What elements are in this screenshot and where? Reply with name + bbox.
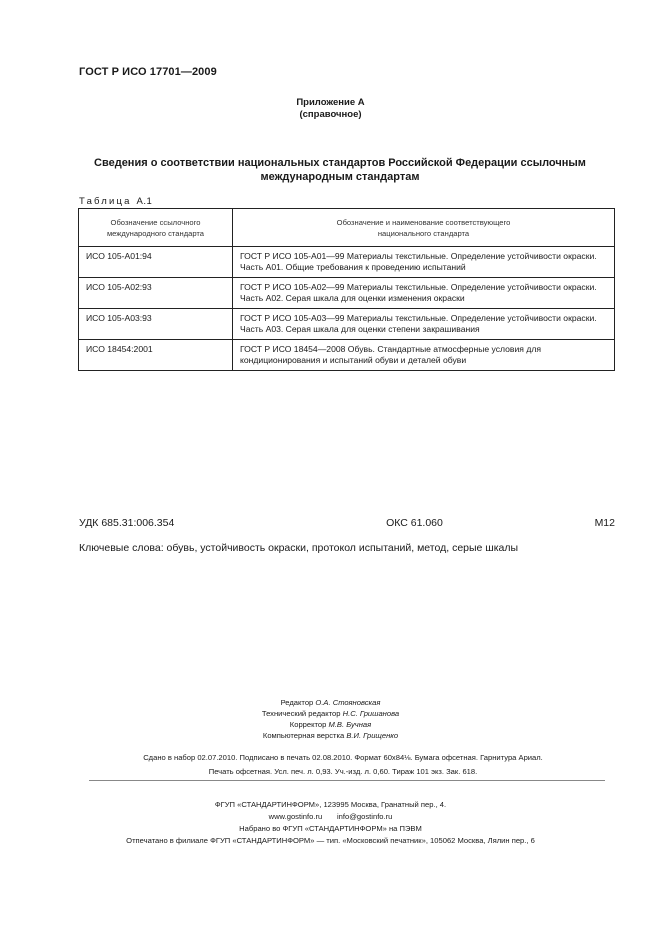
corrector-line <box>0 719 661 730</box>
oks-code: ОКС 61.060 <box>386 517 443 529</box>
editor-line <box>0 697 661 708</box>
international-standard-cell: ИСО 18454:2001 <box>79 340 233 371</box>
annex-subtitle: (справочное) <box>299 109 362 120</box>
table-row <box>79 247 615 278</box>
typeset-note: Набрано во ФГУП «СТАНДАРТИНФОРМ» на ПЭВМ <box>239 824 422 833</box>
document-id: ГОСТ Р ИСО 17701—2009 <box>79 66 217 78</box>
classification-line <box>79 517 615 529</box>
correspondence-table <box>78 208 615 371</box>
column-header-international <box>79 209 233 247</box>
print-info <box>60 751 626 779</box>
column-header-international-line-2: международного стандарта <box>106 228 205 238</box>
tech-editor-label: Технический редактор <box>261 709 341 718</box>
editor-name: О.А. Стояновская <box>315 698 381 707</box>
page-title-line-1: Сведения о соответствии национальных стандартов Российской Федерации ссылочным <box>94 157 586 169</box>
publisher-block <box>0 799 661 847</box>
page-title <box>70 156 610 184</box>
table-header-row <box>79 209 615 247</box>
international-standard-cell: ИСО 105-A01:94 <box>79 247 233 278</box>
printed-note: Отпечатано в филиале ФГУП «СТАНДАРТИНФОРМ» — тип. «Московский печатник», 105062 Москва, Лялин пер., 6 <box>126 836 535 845</box>
table-row <box>79 309 615 340</box>
column-header-international-line-1: Обозначение ссылочного <box>110 217 201 227</box>
corrector-name: М.В. Бучная <box>328 720 372 729</box>
print-info-line-1: Сдано в набор 02.07.2010. Подписано в печать 02.08.2010. Формат 60х84⅛. Бумага офсетная. Гарнитура Ариал. <box>143 753 543 762</box>
page-title-line-2: международным стандартам <box>260 171 420 183</box>
divider <box>89 780 605 781</box>
national-standard-cell: ГОСТ Р ИСО 105-А02—99 Материалы текстильные. Определение устойчивости окраски. Часть А02. Серая шкала для оценки изменения окраски <box>233 278 615 309</box>
column-header-national-line-2: национального стандарта <box>377 228 470 238</box>
print-info-line-2: Печать офсетная. Усл. печ. л. 0,93. Уч.-изд. л. 0,60. Тираж 101 экз. Зак. 618. <box>208 767 478 776</box>
editor-label: Редактор <box>280 698 314 707</box>
international-standard-cell: ИСО 105-A03:93 <box>79 309 233 340</box>
national-standard-cell: ГОСТ Р ИСО 105-А01—99 Материалы текстильные. Определение устойчивости окраски. Часть А01. Общие требования к проведению испытаний <box>233 247 615 278</box>
column-header-national-line-1: Обозначение и наименование соответствующего <box>336 217 511 227</box>
layout-label: Компьютерная верстка <box>262 731 345 740</box>
international-standard-cell: ИСО 105-A02:93 <box>79 278 233 309</box>
layout-name: В.И. Грищенко <box>346 731 399 740</box>
category-code: М12 <box>594 517 615 529</box>
national-standard-cell: ГОСТ Р ИСО 105-А03—99 Материалы текстильные. Определение устойчивости окраски. Часть А03. Серая шкала для оценки степени закрашивания <box>233 309 615 340</box>
annex-heading <box>0 97 661 121</box>
table-row <box>79 278 615 309</box>
publisher-address: ФГУП «СТАНДАРТИНФОРМ», 123995 Москва, Гранатный пер., 4. <box>214 800 447 809</box>
tech-editor-name: Н.С. Гришанова <box>342 709 400 718</box>
layout-line <box>0 730 661 741</box>
publisher-email: info@gostinfo.ru <box>336 812 393 821</box>
keywords: Ключевые слова: обувь, устойчивость окраски, протокол испытаний, метод, серые шкалы <box>79 542 519 554</box>
table-caption-number: А.1 <box>136 196 153 207</box>
table-caption-label: Таблица <box>79 196 132 207</box>
table-row <box>79 340 615 371</box>
publisher-contacts <box>0 811 661 823</box>
udk-code: УДК 685.31:006.354 <box>79 517 175 529</box>
annex-title: Приложение А <box>296 97 365 108</box>
table-caption <box>79 196 152 207</box>
corrector-label: Корректор <box>289 720 327 729</box>
publisher-website: www.gostinfo.ru <box>268 812 323 821</box>
national-standard-cell: ГОСТ Р ИСО 18454—2008 Обувь. Стандартные атмосферные условия для кондиционирования и испытаний обуви и деталей обуви <box>233 340 615 371</box>
column-header-national <box>233 209 615 247</box>
credits-block <box>0 697 661 741</box>
tech-editor-line <box>0 708 661 719</box>
